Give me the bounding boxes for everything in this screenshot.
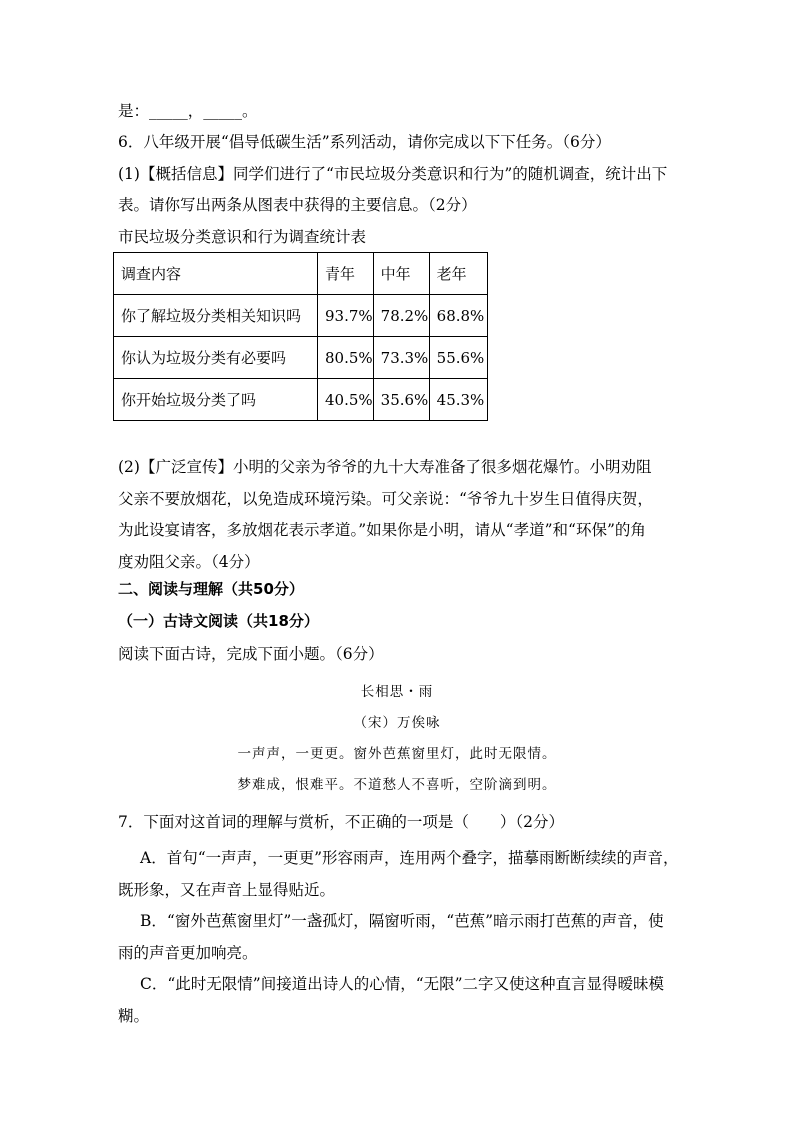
table-cell: 40.5% (318, 379, 374, 421)
survey-table (113, 252, 488, 421)
table-cell: 73.3% (373, 337, 429, 379)
table-cell: 35.6% (373, 379, 429, 421)
table-cell: 68.8% (429, 295, 487, 337)
table-header-cell: 调查内容 (114, 253, 318, 295)
option-b-line-2: 雨的声音更加响亮。 (118, 944, 258, 962)
table-cell: 78.2% (373, 295, 429, 337)
table-cell: 93.7% (318, 295, 374, 337)
task-1-line-1: (1)【概括信息】同学们进行了“市民垃圾分类意识和行为”的随机调查，统计出下 (118, 165, 668, 183)
option-c-line-2: 糊。 (118, 1007, 150, 1025)
table-cell: 55.6% (429, 337, 487, 379)
task-2-line-3: 为此设宴请客，多放烟花表示孝道。”如果你是小明，请从“孝道”和“环保”的角 (118, 521, 646, 539)
table-header-cell: 中年 (373, 253, 429, 295)
task-1-line-2: 表。请你写出两条从图表中获得的主要信息。（2分） (118, 196, 477, 214)
task-2-line-2: 父亲不要放烟花，以免造成环境污染。可父亲说：“爷爷九十岁生日值得庆贺， (118, 490, 653, 508)
table-header-row (114, 253, 488, 295)
table-header-cell: 老年 (429, 253, 487, 295)
option-a-line-1: A．首句“一声声，一更更”形容雨声，连用两个叠字，描摹雨断断续续的声音， (140, 849, 679, 867)
table-cell: 你开始垃圾分类了吗 (114, 379, 318, 421)
poem-line-1: 一声声，一更更。窗外芭蕉窗里灯，此时无限情。 (237, 746, 557, 762)
option-a-line-2: 既形象，又在声音上显得贴近。 (118, 881, 336, 899)
poem-instruction: 阅读下面古诗，完成下面小题。（6分） (118, 645, 384, 663)
poem-line-2: 梦难成，恨难平。不道愁人不喜听，空阶滴到明。 (237, 777, 557, 793)
task-2-line-1: (2)【广泛宣传】小明的父亲为爷爷的九十大寿准备了很多烟花爆竹。小明劝阻 (118, 458, 652, 476)
question-6-title: 6．八年级开展“倡导低碳生活”系列活动，请你完成以下下任务。（6分） (118, 133, 611, 151)
table-row (114, 379, 488, 421)
task-2-line-4: 度劝阻父亲。（4分） (118, 553, 260, 571)
answer-blanks-line: 是：_____，_____。 (118, 102, 258, 120)
section-heading: 二、阅读与理解（共50分） (118, 580, 304, 598)
table-row (114, 337, 488, 379)
table-row (114, 295, 488, 337)
subsection-heading: （一）古诗文阅读（共18分） (118, 612, 319, 630)
poem-author: （宋）万俟咏 (353, 715, 441, 731)
table-header-cell: 青年 (318, 253, 374, 295)
table-cell: 你认为垃圾分类有必要吗 (114, 337, 318, 379)
table-caption: 市民垃圾分类意识和行为调查统计表 (118, 228, 367, 246)
question-7-title: 7．下面对这首词的理解与赏析，不正确的一项是（ ）（2分） (118, 813, 564, 831)
poem-title: 长相思・雨 (360, 684, 434, 700)
option-b-line-1: B．“窗外芭蕉窗里灯”一盏孤灯，隔窗听雨，“芭蕉”暗示雨打芭蕉的声音，使 (140, 912, 664, 930)
table-cell: 80.5% (318, 337, 374, 379)
table-cell: 你了解垃圾分类相关知识吗 (114, 295, 318, 337)
table-cell: 45.3% (429, 379, 487, 421)
option-c-line-1: C．“此时无限情”间接道出诗人的心情，“无限”二字又使这种直言显得暧昧模 (140, 975, 665, 993)
